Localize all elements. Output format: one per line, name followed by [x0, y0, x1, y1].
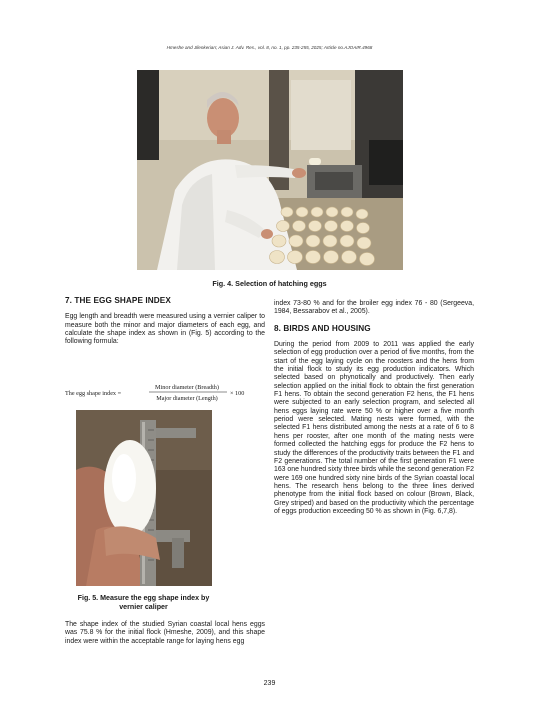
left-column-bottom — [65, 621, 265, 646]
figure-4-photo — [137, 70, 403, 270]
hatching-eggs-photo — [137, 70, 403, 270]
formula-multiplier: × 100 — [230, 390, 245, 397]
shape-index-continuation: index 73-80 % and for the broiler egg index 76 - 80 (Sergeeva, 1984, Bessarabov et al., 2005). — [274, 300, 474, 316]
section-7-heading: 7. THE EGG SHAPE INDEX — [65, 296, 171, 305]
figure-4-caption: Fig. 4. Selection of hatching eggs — [212, 279, 327, 288]
formula-graphic — [65, 381, 275, 403]
section-8-heading: 8. BIRDS AND HOUSING — [274, 323, 371, 333]
right-column — [274, 300, 474, 516]
figure-5-photo — [76, 410, 212, 586]
egg-shape-index-formula — [65, 381, 275, 403]
formula-lhs: The egg shape index = — [65, 390, 122, 397]
left-column-top — [65, 297, 265, 347]
section-8-paragraph: During the period from 2009 to 2011 was applied the early selection of egg production over a period of five months, from the start of the egg laying cycle on the roosters and the hens from the initial flock to study its egg production indicators. Which selected based on phynotically and productively. Then early selection applied on the initial flock to obtain the first generation F1 hens. To obtain the second generation F2 hens, the F1 hens were subjected to an early selection program, and selected all hens eggs laying rate were 50 % or higher over a five month period were selected. Mating nests were formed, with the selected F1 hens distributed among the nests at a rate of 6 to 8 hens per rooster, after one month of the mating nests were formed collected the hatching eggs for produce the F2 hens to study the differences of the productivity traits between the F1 and F2 generations. The total number of the first generation F1 were 163 one hundred sixty three birds while the second generation F2 were 169 one hundred sixty nine birds of the Syrian coastal local hens. The research hens belong to the three lines derived phenotype from the initial flock based on colour (Brown, Black, Grey striped) and based on the productivity which the percentage of eggs production exceeding 50 % as shown in (Fig. 6,7,8). — [274, 341, 474, 515]
section-7-paragraph: Egg length and breadth were measured using a vernier caliper to measure both the minor and major diameters of each egg, and calculate the shape index as shown in (Fig. 5) according to the following formula: — [65, 313, 265, 346]
figure-5-caption: Fig. 5. Measure the egg shape index by vernier caliper — [77, 594, 210, 611]
page-number: 239 — [263, 680, 276, 687]
formula-numerator: Minor diameter (Breadth) — [155, 384, 219, 391]
formula-denominator: Major diameter (Length) — [156, 395, 218, 402]
shape-index-result-paragraph: The shape index of the studied Syrian coastal local hens eggs was 75.8 % for the initial flock (Hmeshe, 2009), and this shape index were within the acceptable range for laying hens egg — [65, 621, 265, 645]
running-header: Hmeshe and Jilenkerian; Asian J. Adv. Res., vol. 8, no. 1, pp. 235-255, 2025; Article no.AJOAIR.4968 — [166, 45, 373, 50]
vernier-caliper-photo — [76, 410, 212, 586]
